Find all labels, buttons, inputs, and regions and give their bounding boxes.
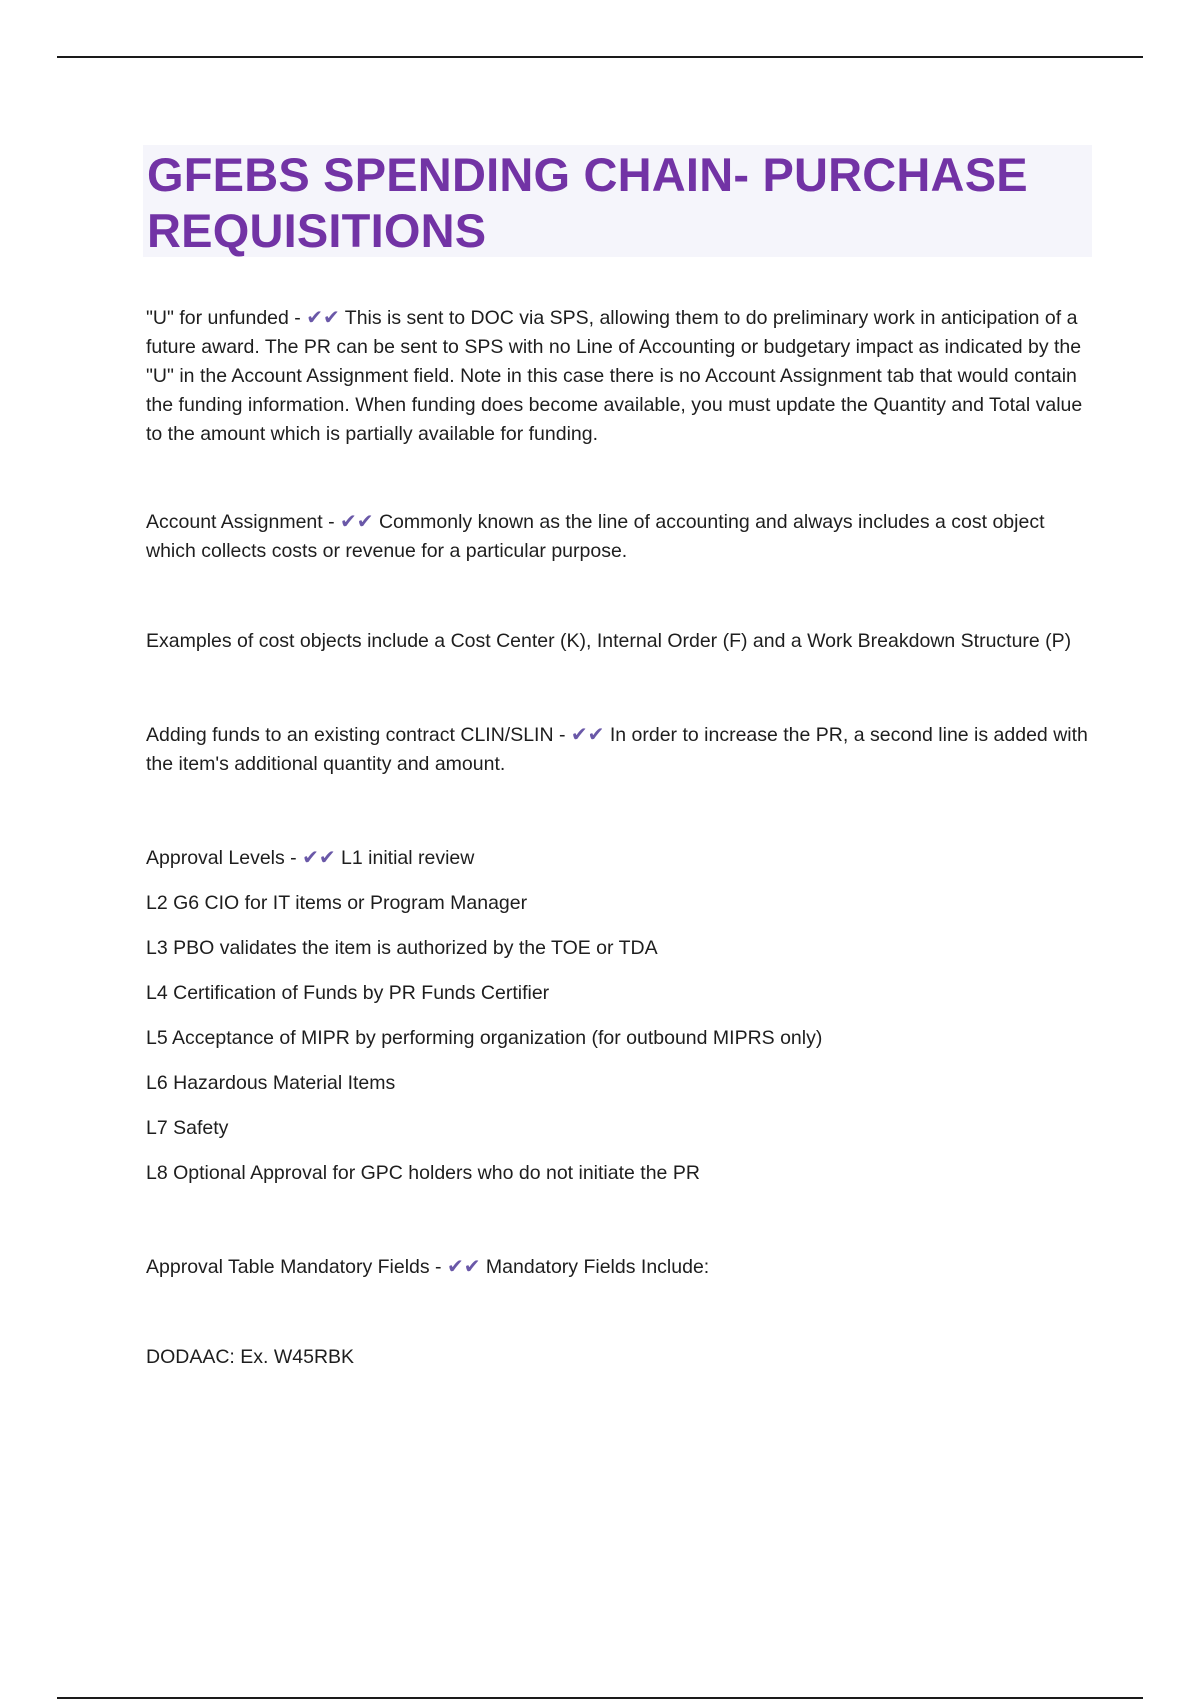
approval-level-line: L3 PBO validates the item is authorized by the TOE or TDA	[146, 937, 658, 959]
approval-level-line: L6 Hazardous Material Items	[146, 1072, 396, 1094]
double-check-icon: ✔✔	[340, 509, 374, 533]
entry-extra-paragraph: DODAAC: Ex. W45RBK	[146, 1346, 355, 1368]
entry-definition: In order to increase the PR, a second line is added with the item's additional quantity and amount.	[146, 724, 1088, 775]
document-body	[146, 303, 1096, 1372]
entry-term: "U" for unfunded	[146, 307, 289, 329]
approval-level-line: L2 G6 CIO for IT items or Program Manager	[146, 892, 528, 914]
document-title: GFEBS SPENDING CHAIN- PURCHASE REQUISITIONS	[147, 148, 1028, 257]
approval-level-line: L4 Certification of Funds by PR Funds Certifier	[146, 982, 550, 1004]
entry-term: Account Assignment	[146, 511, 323, 533]
entry-extra-paragraph: Examples of cost objects include a Cost Center (K), Internal Order (F) and a Work Breakdown Structure (P)	[146, 630, 1072, 652]
entry-definition: This is sent to DOC via SPS, allowing them to do preliminary work in anticipation of a future award. The PR can be sent to SPS with no Line of Accounting or budgetary impact as indicated by the "U" in the Account Assignment field. Note in this case there is no Account Assignment tab that would contain the funding information. When funding does become available, you must update the Quantity and Total value to the amount which is partially available for funding.	[146, 307, 1083, 445]
entry-unfunded: "U" for unfunded - ✔✔ This is sent to DOC via SPS, allowing them to do preliminary work in anticipation of a future award. The PR can be sent to SPS with no Line of Accounting or budgetary impact as indicated by the "U" in the Account Assignment field. Note in this case there is no Account Assignment tab that would contain the funding information. When funding does become available, you must update the Quantity and Total value to the amount which is partially available for funding.	[146, 305, 1083, 445]
entry-definition: L1 initial review	[341, 847, 475, 869]
entry-term: Adding funds to an existing contract CLIN/SLIN	[146, 724, 554, 746]
entry-approval-table: Approval Table Mandatory Fields - ✔✔ Mandatory Fields Include:	[146, 1254, 710, 1278]
entry-definition: Mandatory Fields Include:	[485, 1256, 710, 1278]
entry-definition: Commonly known as the line of accounting and always includes a cost object which collects costs or revenue for a particular purpose.	[146, 511, 1045, 562]
entry-term: Approval Levels	[146, 847, 285, 869]
double-check-icon: ✔✔	[570, 722, 605, 746]
approval-level-line: L7 Safety	[146, 1117, 229, 1139]
double-check-icon: ✔✔	[306, 305, 340, 329]
entry-account-assignment: Account Assignment - ✔✔ Commonly known as the line of accounting and always includes a cost object which collects costs or revenue for a particular purpose.	[146, 509, 1045, 562]
double-check-icon: ✔✔	[446, 1254, 481, 1278]
top-divider	[57, 56, 1143, 58]
entry-term: Approval Table Mandatory Fields	[146, 1256, 430, 1278]
entry-approval-levels: Approval Levels - ✔✔ L1 initial review	[146, 845, 475, 869]
double-check-icon: ✔✔	[302, 845, 336, 869]
entry-adding-funds: Adding funds to an existing contract CLIN/SLIN - ✔✔ In order to increase the PR, a second line is added with the item's additional quantity and amount.	[146, 722, 1088, 775]
approval-level-line: L5 Acceptance of MIPR by performing organization (for outbound MIPRS only)	[146, 1027, 823, 1049]
bottom-divider	[57, 1697, 1143, 1699]
approval-level-line: L8 Optional Approval for GPC holders who do not initiate the PR	[146, 1162, 700, 1184]
title-banner	[143, 145, 1092, 257]
